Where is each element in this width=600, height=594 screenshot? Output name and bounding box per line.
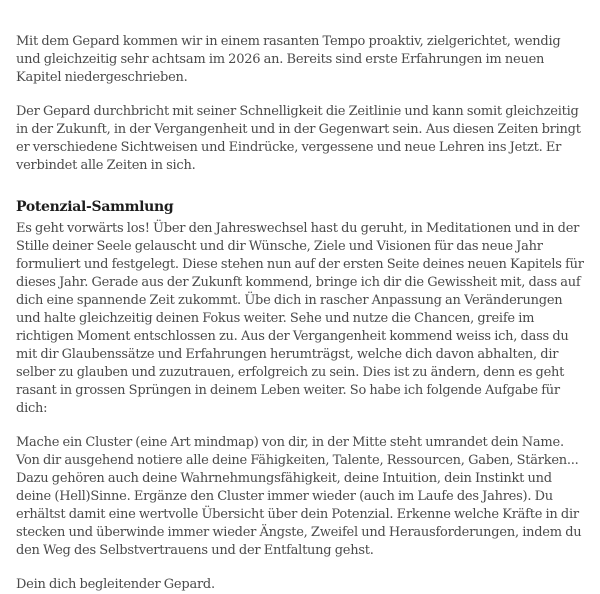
closing-line: Dein dich begleitender Gepard. [16, 577, 215, 592]
section-paragraph: Es geht vorwärts los! Über den Jahreswechsel hast du geruht, in Meditationen und in der Stille deiner Seele gelauscht und dir Wünsche, Ziele und Visionen für das neue Jahr formuliert und festgelegt. Diese stehen nun auf der ersten Seite deines neuen Kapitels für dieses Jahr. Gerade aus der Zukunft kommend, bringe ich dir die Gewissheit mit, dass auf dich eine spannende Zeit zukommt. Übe dich in rascher Anpassung an Veränderungen und halte gleichzeitig deinen Fokus weiter. Sehe und nutze die Chancen, greife im richtigen Moment entschlossen zu. Aus der Vergangenheit kommend weiss ich, dass du mit dir Glaubenssätze und Erfahrungen herumträgst, welche dich davon abhalten, dir selber zu glauben und zuzutrauen, erfolgreich zu sein. Dies ist zu ändern, denn es geht rasant in grossen Sprüngen in deinem Leben weiter. So habe ich folgende Aufgabe für dich: [16, 221, 584, 416]
section-heading: Potenzial-Sammlung [16, 199, 174, 215]
intro-paragraph: Mit dem Gepard kommen wir in einem rasanten Tempo proaktiv, zielgerichtet, wendig und gleichzeitig sehr achtsam im 2026 an. Bereits sind erste Erfahrungen im neuen Kapitel niedergeschrieben. [16, 34, 561, 85]
intro-paragraph: Der Gepard durchbricht mit seiner Schnelligkeit die Zeitlinie und kann somit gleichzeitig in der Zukunft, in der Vergangenheit und in der Gegenwart sein. Aus diesen Zeiten bringt er verschiedene Sichtweisen und Eindrücke, vergessene und neue Lehren ins Jetzt. Er verbindet alle Zeiten in sich. [16, 104, 581, 173]
section-paragraph: Mache ein Cluster (eine Art mindmap) von dir, in der Mitte steht umrandet dein Name. Von dir ausgehend notiere alle deine Fähigkeiten, Talente, Ressourcen, Gaben, Stärken... Dazu gehören auch deine Wahrnehmungsfähigkeit, deine Intuition, dein Instinkt und deine (Hell)Sinne. Ergänze den Cluster immer wieder (auch im Laufe des Jahres). Du erhältst damit eine wertvolle Übersicht über dein Potenzial. Erkenne welche Kräfte in dir stecken und überwinde immer wieder Ängste, Zweifel und Herausforderungen, indem du den Weg des Selbstvertrauens und der Entfaltung gehst. [16, 435, 582, 558]
